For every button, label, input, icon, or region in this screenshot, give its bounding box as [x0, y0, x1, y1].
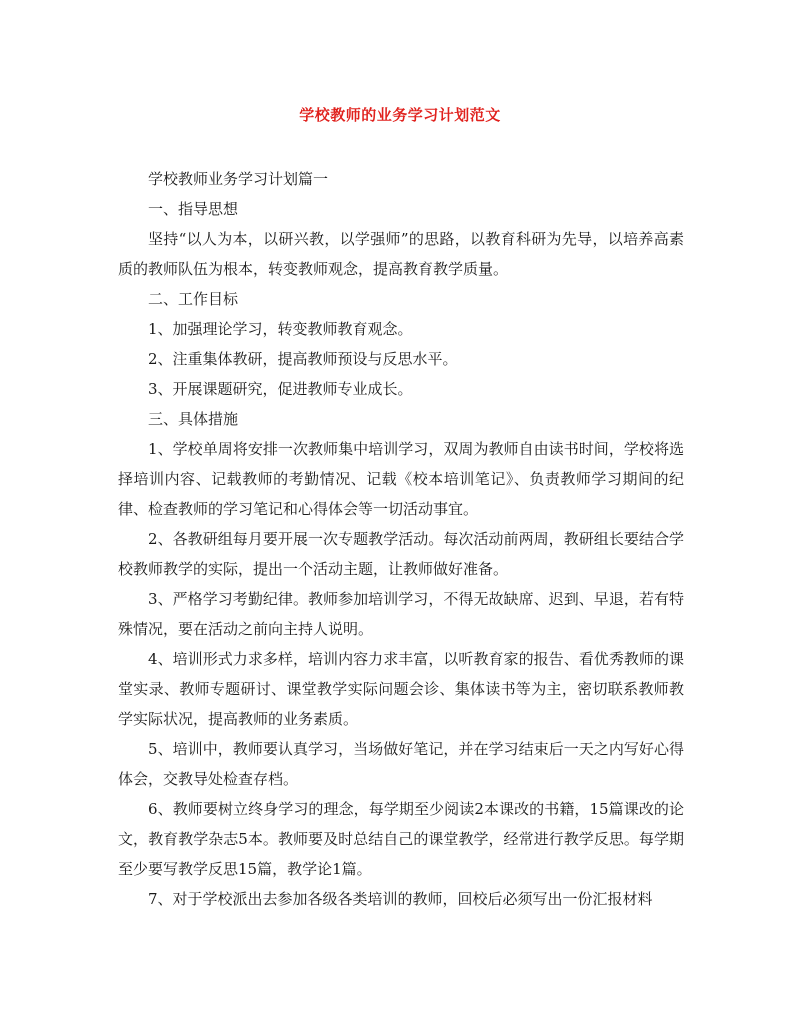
- section-heading: 学校教师业务学习计划篇一: [148, 170, 329, 188]
- document-body: [118, 164, 684, 914]
- list-item: 2、注重集体教研，提高教师预设与反思水平。: [148, 350, 458, 368]
- document-title: 学校教师的业务学习计划范文: [299, 106, 501, 124]
- list-item: 2、各教研组每月要开展一次专题教学活动。每次活动前两周，教研组长要结合学校教师教学的实际，提出一个活动主题，让教师做好准备。: [118, 530, 684, 578]
- list-item: 1、学校单周将安排一次教师集中培训学习，双周为教师自由读书时间，学校将选择培训内容、记载教师的考勤情况、记载《校本培训笔记》、负责教师学习期间的纪律、检查教师的学习笔记和心得体会等一切活动事宜。: [118, 440, 684, 518]
- list-item: 4、培训形式力求多样，培训内容力求丰富，以听教育家的报告、看优秀教师的课堂实录、教师专题研讨、课堂教学实际问题会诊、集体读书等为主，密切联系教师教学实际状况，提高教师的业务素质。: [118, 650, 684, 728]
- list-item: 6、教师要树立终身学习的理念，每学期至少阅读2本课改的书籍，15篇课改的论文，教育教学杂志5本。教师要及时总结自己的课堂教学，经常进行教学反思。每学期至少要写教学反思15篇，教学论1篇。: [118, 800, 684, 878]
- subsection-heading: 一、指导思想: [148, 200, 239, 218]
- paragraph: 坚持“以人为本，以研兴教，以学强师”的思路，以教育科研为先导，以培养高素质的教师队伍为根本，转变教师观念，提高教育教学质量。: [118, 230, 684, 278]
- list-item: 1、加强理论学习，转变教师教育观念。: [148, 320, 413, 338]
- list-item: 3、开展课题研究，促进教师专业成长。: [148, 380, 413, 398]
- subsection-heading: 三、具体措施: [148, 410, 239, 428]
- list-item: 5、培训中，教师要认真学习，当场做好笔记，并在学习结束后一天之内写好心得体会，交教导处检查存档。: [118, 740, 684, 788]
- list-item: 7、对于学校派出去参加各级各类培训的教师，回校后必须写出一份汇报材料: [148, 890, 653, 908]
- list-item: 3、严格学习考勤纪律。教师参加培训学习，不得无故缺席、迟到、早退，若有特殊情况，要在活动之前向主持人说明。: [118, 590, 684, 638]
- subsection-heading: 二、工作目标: [148, 290, 239, 308]
